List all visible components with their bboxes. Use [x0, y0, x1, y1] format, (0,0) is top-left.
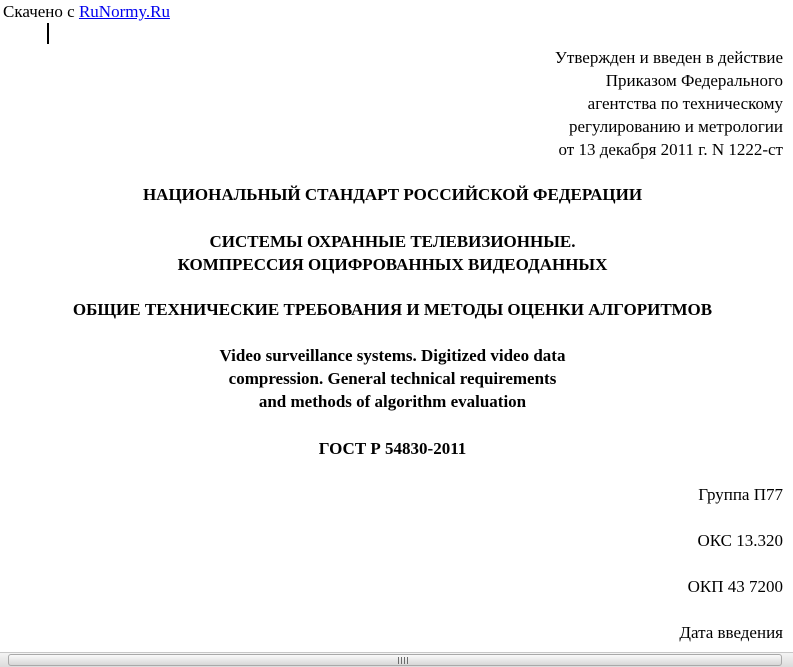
runormy-link[interactable]: RuNormy.Ru — [78, 2, 170, 21]
source-line — [3, 2, 170, 22]
source-prefix: Скачено с — [3, 2, 79, 21]
okp-code: ОКП 43 7200 — [687, 577, 783, 596]
systems-heading-line: СИСТЕМЫ ОХРАННЫЕ ТЕЛЕВИЗИОННЫЕ. — [209, 232, 576, 251]
approval-block — [555, 46, 783, 161]
gost-number: ГОСТ Р 54830-2011 — [318, 439, 467, 458]
english-title-line: compression. General technical requirements — [228, 369, 557, 388]
horizontal-scrollbar[interactable] — [0, 652, 793, 667]
scrollbar-thumb[interactable] — [8, 654, 782, 666]
text-cursor — [47, 23, 49, 44]
english-title — [0, 344, 785, 413]
approval-line: Утвержден и введен в действие — [554, 48, 783, 67]
approval-line: Приказом Федерального — [605, 71, 783, 90]
group-code: Группа П77 — [698, 485, 783, 504]
approval-line: агентства по техническому — [587, 94, 783, 113]
grip-icon — [398, 657, 408, 664]
english-title-line: and methods of algorithm evaluation — [258, 392, 527, 411]
systems-heading-line: КОМПРЕССИЯ ОЦИФРОВАННЫХ ВИДЕОДАННЫХ — [177, 255, 608, 274]
english-title-line: Video surveillance systems. Digitized video data — [219, 346, 566, 365]
standard-heading: НАЦИОНАЛЬНЫЙ СТАНДАРТ РОССИЙСКОЙ ФЕДЕРАЦИИ — [142, 185, 643, 204]
intro-date-label: Дата введения — [679, 623, 783, 642]
approval-line: от 13 декабря 2011 г. N 1222-ст — [558, 140, 783, 159]
requirements-heading: ОБЩИЕ ТЕХНИЧЕСКИЕ ТРЕБОВАНИЯ И МЕТОДЫ ОЦЕНКИ АЛГОРИТМОВ — [72, 300, 713, 319]
oks-code: ОКС 13.320 — [697, 531, 783, 550]
systems-heading — [0, 230, 785, 276]
approval-line: регулированию и метрологии — [568, 117, 783, 136]
